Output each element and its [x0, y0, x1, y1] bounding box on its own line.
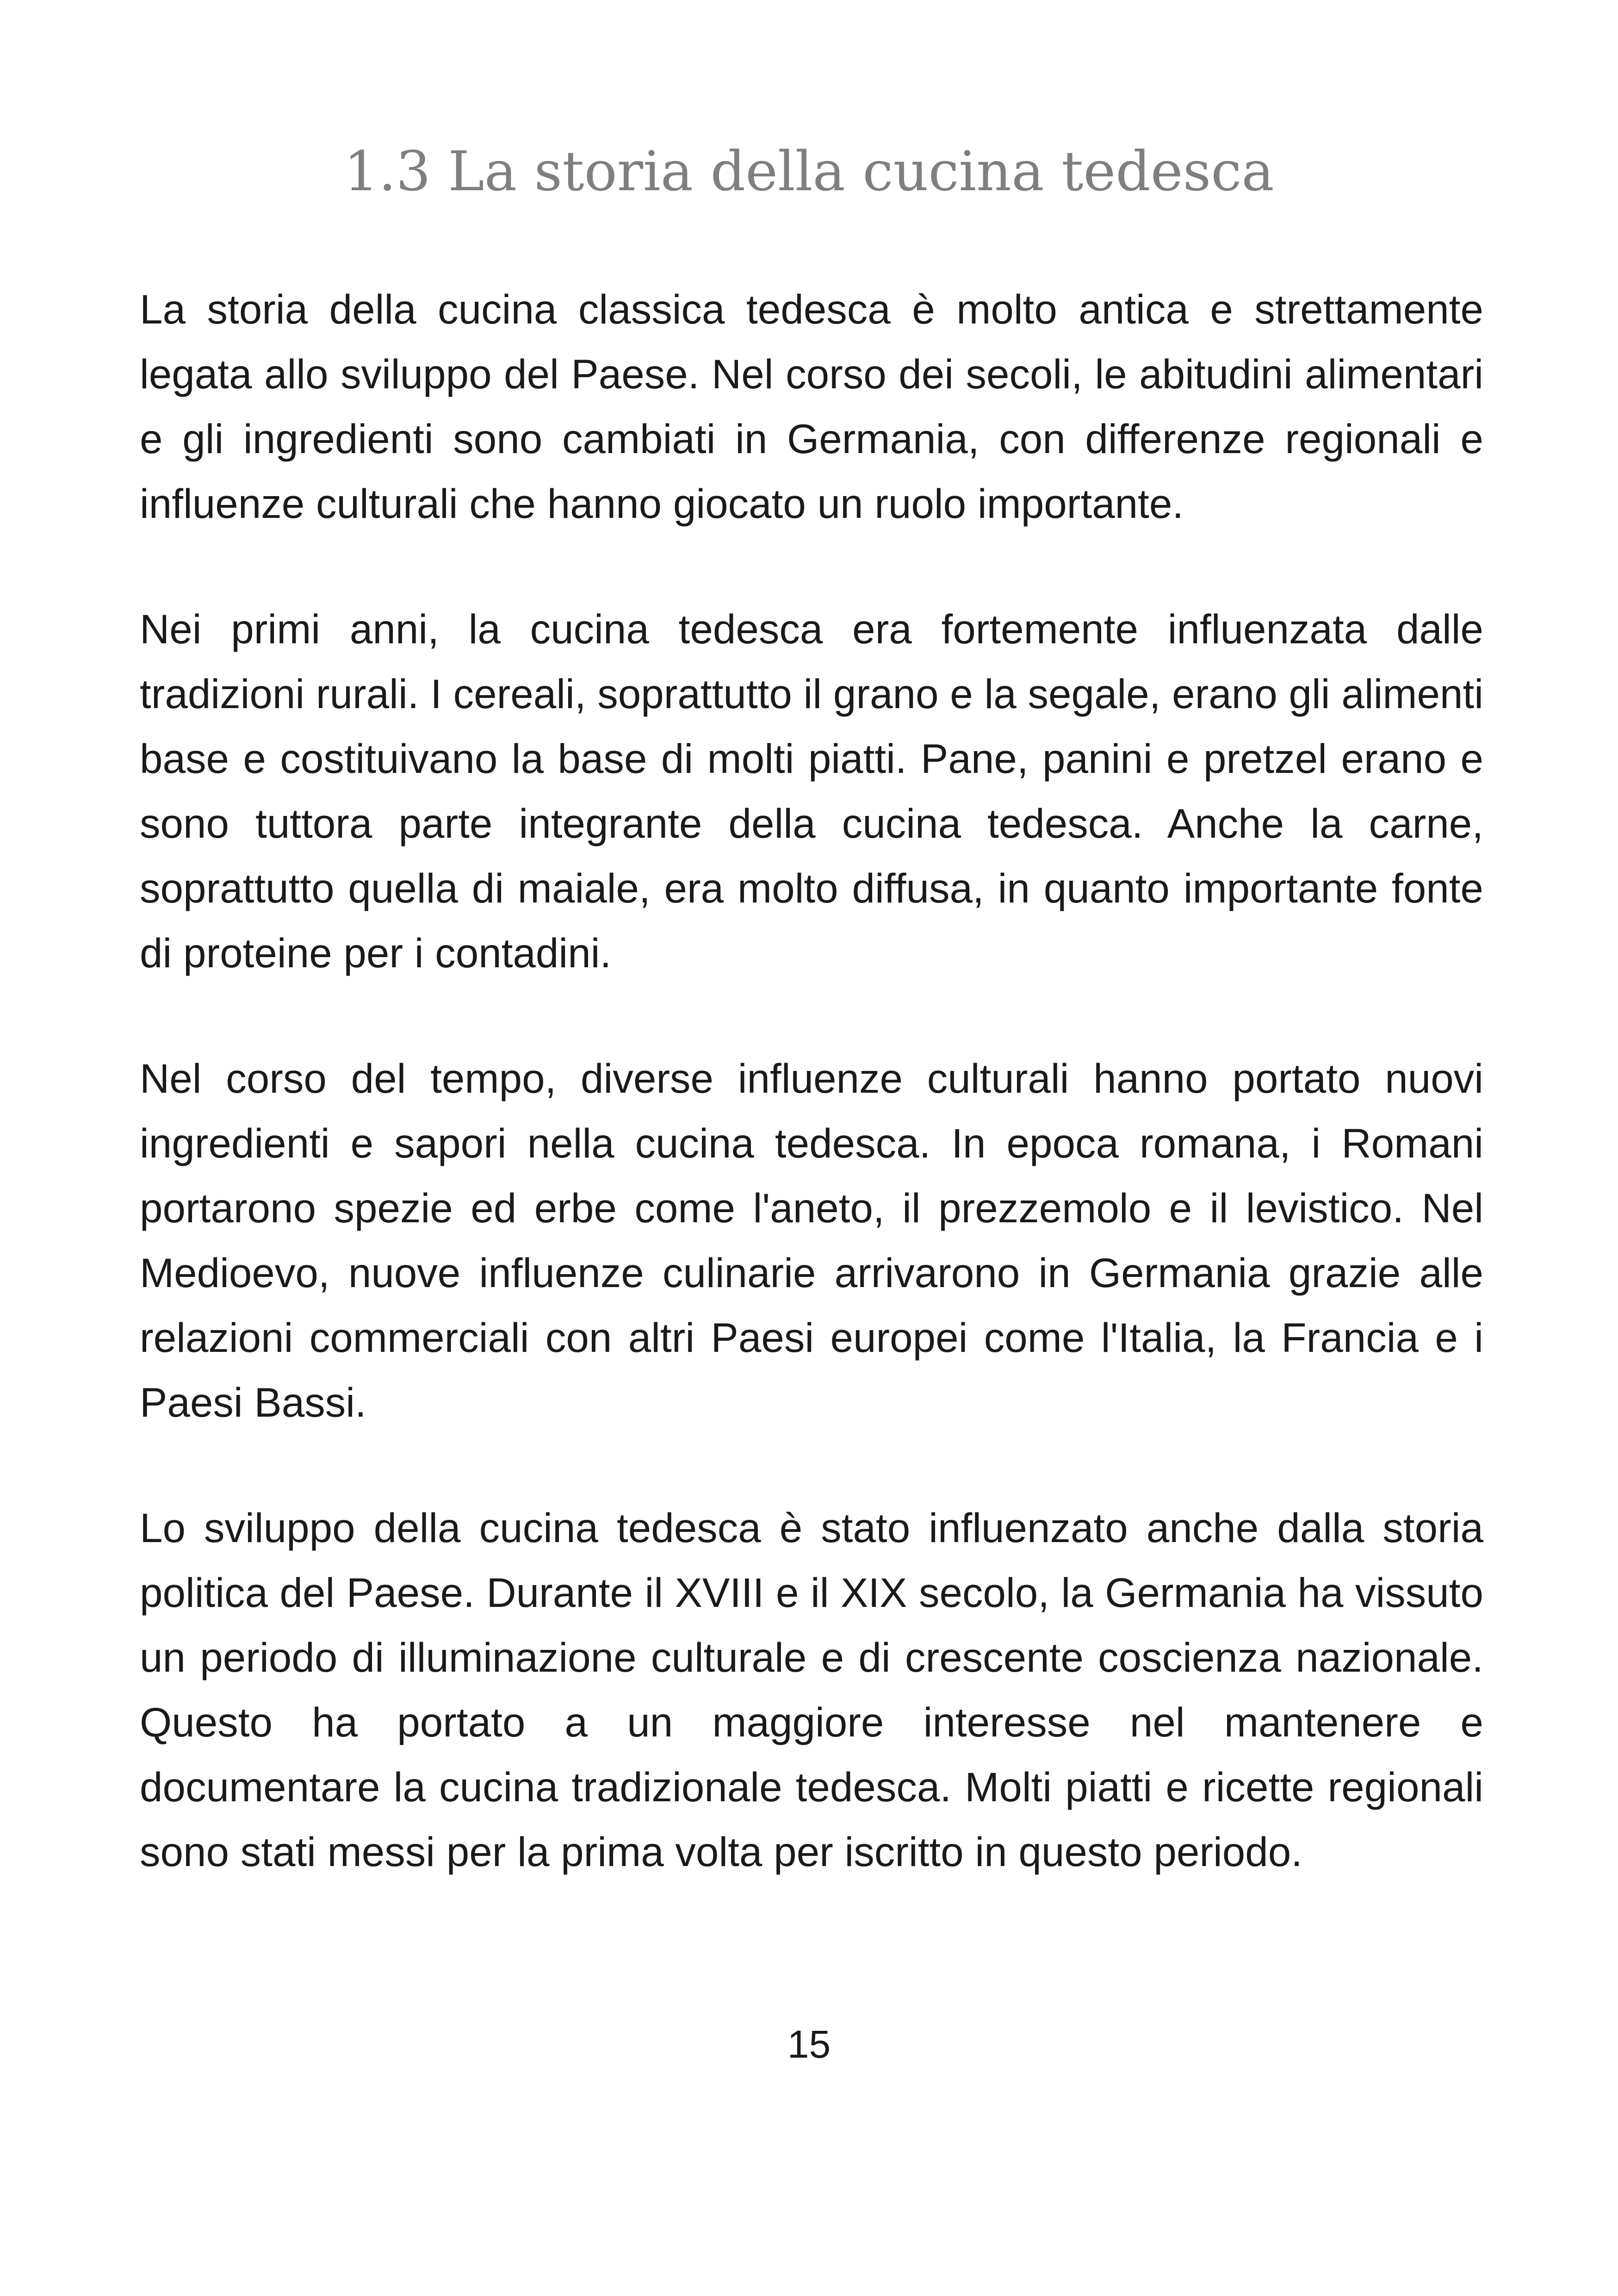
page-number: 15: [787, 2022, 831, 2066]
section-title: 1.3 La storia della cucina tedesca: [344, 139, 1274, 203]
paragraph-4: Lo sviluppo della cucina tedesca è stato influenzato anche dalla storia politica del Paese. Durante il XVIII e il XIX secolo, la Germania ha vissuto un periodo di illuminazione culturale e di crescente coscienza nazionale. Questo ha portato a un maggiore interesse nel mantenere e documentare la cucina tradizionale tedesca. Molti piatti e ricette regionali sono stati messi per la prima volta per iscritto in questo periodo.: [140, 1505, 1483, 1875]
paragraph-2: Nei primi anni, la cucina tedesca era fortemente influenzata dalle tradizioni rurali. I cereali, soprattutto il grano e la segale, erano gli alimenti base e costituivano la base di molti piatti. Pane, panini e pretzel erano e sono tuttora parte integrante della cucina tedesca. Anche la carne, soprattutto quella di maiale, era molto diffusa, in quanto importante fonte di proteine per i contadini.: [140, 606, 1483, 976]
paragraph-3: Nel corso del tempo, diverse influenze culturali hanno portato nuovi ingredienti e sapori nella cucina tedesca. In epoca romana, i Romani portarono spezie ed erbe come l'aneto, il prezzemolo e il levistico. Nel Medioevo, nuove influenze culinarie arrivarono in Germania grazie alle relazioni commerciali con altri Paesi europei come l'Italia, la Francia e i Paesi Bassi.: [140, 1055, 1483, 1425]
paragraph-1: La storia della cucina classica tedesca è molto antica e strettamente legata allo sviluppo del Paese. Nel corso dei secoli, le abitudini alimentari e gli ingredienti sono cambiati in Germania, con differenze regionali e influenze culturali che hanno giocato un ruolo importante.: [140, 286, 1483, 527]
body-text: [140, 277, 1483, 1945]
